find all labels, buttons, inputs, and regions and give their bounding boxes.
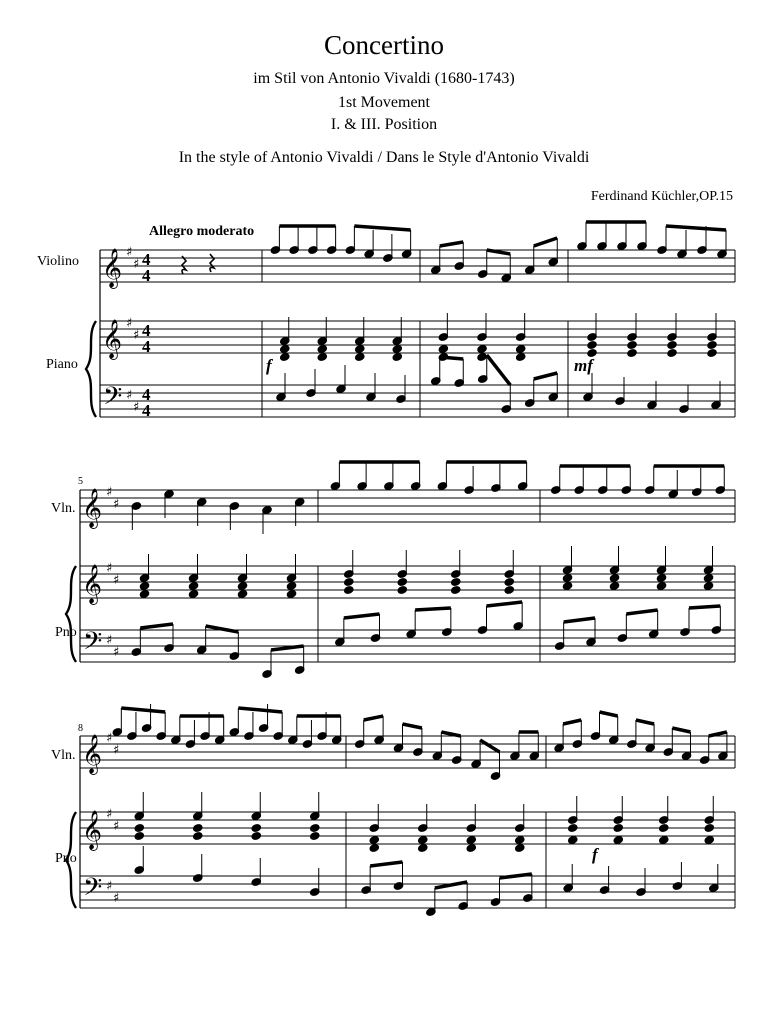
chord-note [609, 581, 619, 590]
chord-note [627, 348, 637, 357]
note-beam [403, 724, 422, 728]
chord-note [659, 835, 669, 844]
note-beam [636, 720, 654, 724]
chord-note [344, 585, 354, 594]
piano-label-system-2: Pno [55, 625, 77, 640]
note-beam [440, 242, 464, 246]
note-beam [435, 882, 467, 888]
chord-note [451, 577, 461, 586]
dynamic-forte: f [592, 845, 598, 864]
note-beam [206, 626, 239, 632]
violin-label-system-1: Violino [37, 254, 79, 269]
staff [100, 385, 735, 417]
chord-note [667, 348, 677, 357]
time-signature-denominator: 4 [142, 337, 151, 356]
quarter-rest [182, 256, 186, 274]
time-signature-denominator: 4 [142, 266, 151, 285]
sharp-icon: ♯ [106, 633, 113, 648]
chord-note [286, 589, 296, 598]
dynamic-forte: f [266, 356, 272, 375]
piano-brace [66, 566, 76, 662]
sharp-icon: ♯ [113, 645, 120, 660]
chord-note [609, 573, 619, 582]
chord-note [286, 581, 296, 590]
time-signature-numerator: 4 [142, 250, 151, 269]
note-beam [600, 712, 618, 716]
sharp-icon: ♯ [113, 891, 120, 906]
sharp-icon: ♯ [133, 257, 140, 272]
staff [80, 490, 735, 522]
sharp-icon: ♯ [113, 573, 120, 588]
chord-note [237, 589, 247, 598]
treble-clef-icon: 𝄞 [102, 319, 123, 359]
time-signature-denominator: 4 [142, 401, 151, 420]
staff [100, 321, 735, 353]
chord-note [504, 585, 514, 594]
chord-note [193, 823, 203, 832]
tempo-marking: Allegro moderato [149, 224, 255, 239]
chord-note [237, 581, 247, 590]
chord-note [418, 843, 428, 852]
sharp-icon: ♯ [126, 388, 133, 403]
piano-brace [66, 812, 76, 908]
chord-note [310, 823, 320, 832]
note-beam [121, 708, 165, 712]
sharp-icon: ♯ [106, 807, 113, 822]
sharp-icon: ♯ [133, 400, 140, 415]
note-beam [440, 357, 464, 359]
treble-clef-icon: 𝄞 [82, 810, 103, 850]
time-signature-numerator: 4 [142, 385, 151, 404]
chord-note [193, 831, 203, 840]
sharp-icon: ♯ [106, 561, 113, 576]
sharp-icon: ♯ [106, 485, 113, 500]
chord-note [369, 843, 379, 852]
bass-clef-icon: 𝄢 [103, 382, 123, 417]
violin-label-system-3: Vln. [51, 748, 76, 763]
chord-note [515, 352, 525, 361]
sharp-icon: ♯ [106, 879, 113, 894]
chord-note [707, 348, 717, 357]
note-beam [564, 618, 595, 622]
chord-note [477, 344, 487, 353]
style-description: In the style of Antonio Vivaldi / Dans le Style d'Antonio Vivaldi [178, 149, 590, 166]
chord-note [704, 835, 714, 844]
sharp-icon: ♯ [126, 245, 133, 260]
chord-note [355, 352, 365, 361]
chord-note [280, 352, 290, 361]
violin-label-system-2: Vln. [51, 501, 76, 516]
chord-note [134, 823, 144, 832]
chord-note [627, 340, 637, 349]
chord-note [568, 823, 578, 832]
staff [100, 250, 735, 282]
chord-note [280, 344, 290, 353]
note-beam [563, 720, 581, 724]
note-beam [415, 608, 451, 610]
chord-note [344, 577, 354, 586]
note-beam [709, 732, 727, 736]
position-label: I. & III. Position [330, 116, 438, 133]
chord-note [451, 585, 461, 594]
bass-clef-icon: 𝄢 [83, 873, 103, 908]
chord-note [438, 344, 448, 353]
sharp-icon: ♯ [133, 328, 140, 343]
chord-note [139, 589, 149, 598]
piece-subtitle: im Stil von Antonio Vivaldi (1680-1743) [253, 70, 515, 87]
measure-number-8: 8 [78, 723, 83, 734]
treble-clef-icon: 𝄞 [82, 564, 103, 604]
dynamic-mezzo-forte: mf [574, 356, 593, 375]
chord-note [188, 581, 198, 590]
chord-note [355, 344, 365, 353]
chord-note [251, 831, 261, 840]
chord-note [613, 823, 623, 832]
piece-title: Concertino [324, 30, 444, 60]
chord-note [707, 340, 717, 349]
note-beam [370, 862, 402, 866]
chord-note [703, 581, 713, 590]
chord-note [397, 577, 407, 586]
sharp-icon: ♯ [113, 743, 120, 758]
bass-clef-icon: 𝄢 [83, 627, 103, 662]
note-beam [364, 716, 383, 720]
chord-note [466, 843, 476, 852]
chord-note [369, 835, 379, 844]
chord-note [515, 344, 525, 353]
chord-note [392, 344, 402, 353]
note-beam [534, 238, 558, 246]
chord-note [477, 352, 487, 361]
chord-note [667, 340, 677, 349]
chord-note [418, 835, 428, 844]
time-signature-numerator: 4 [142, 321, 151, 340]
treble-clef-icon: 𝄞 [82, 734, 103, 774]
note-beam [487, 602, 523, 606]
chord-note [656, 573, 666, 582]
sharp-icon: ♯ [113, 497, 120, 512]
chord-note [703, 573, 713, 582]
chord-note [392, 352, 402, 361]
chord-note [188, 589, 198, 598]
chord-note [251, 823, 261, 832]
chord-note [397, 585, 407, 594]
note-beam [344, 614, 380, 618]
sharp-icon: ♯ [106, 731, 113, 746]
note-beam [534, 373, 558, 379]
chord-note [656, 581, 666, 590]
chord-note [587, 340, 597, 349]
composer-credit: Ferdinand Küchler,OP.15 [590, 189, 733, 204]
note-beam [238, 708, 282, 712]
piano-label-system-3: Pno [55, 851, 77, 866]
treble-clef-icon: 𝄞 [82, 488, 103, 528]
chord-note [704, 823, 714, 832]
chord-note [504, 577, 514, 586]
chord-note [568, 835, 578, 844]
sharp-icon: ♯ [126, 316, 133, 331]
note-beam [487, 355, 511, 385]
movement-label: 1st Movement [338, 94, 430, 111]
quarter-rest [210, 254, 214, 272]
chord-note [317, 352, 327, 361]
note-beam [500, 874, 532, 878]
note-beam [626, 610, 657, 614]
note-beam [354, 226, 410, 230]
chord-note [466, 835, 476, 844]
chord-note [613, 835, 623, 844]
note-beam [666, 226, 726, 230]
chord-note [515, 835, 525, 844]
piano-brace [86, 321, 96, 417]
note-beam [672, 728, 690, 732]
note-beam [689, 606, 720, 608]
note-beam [441, 732, 460, 736]
treble-clef-icon: 𝄞 [102, 248, 123, 288]
chord-note [317, 344, 327, 353]
staff [80, 812, 735, 844]
chord-note [515, 843, 525, 852]
chord-note [310, 831, 320, 840]
chord-note [134, 831, 144, 840]
measure-number-5: 5 [78, 476, 83, 487]
chord-note [562, 581, 572, 590]
note-beam [487, 250, 511, 254]
note-beam [271, 646, 304, 650]
sharp-icon: ♯ [113, 819, 120, 834]
note-beam [140, 624, 173, 628]
note-beam [480, 740, 499, 752]
chord-note [562, 573, 572, 582]
chord-note [139, 581, 149, 590]
staff [80, 566, 735, 598]
piano-label-system-1: Piano [46, 357, 78, 372]
chord-note [659, 823, 669, 832]
